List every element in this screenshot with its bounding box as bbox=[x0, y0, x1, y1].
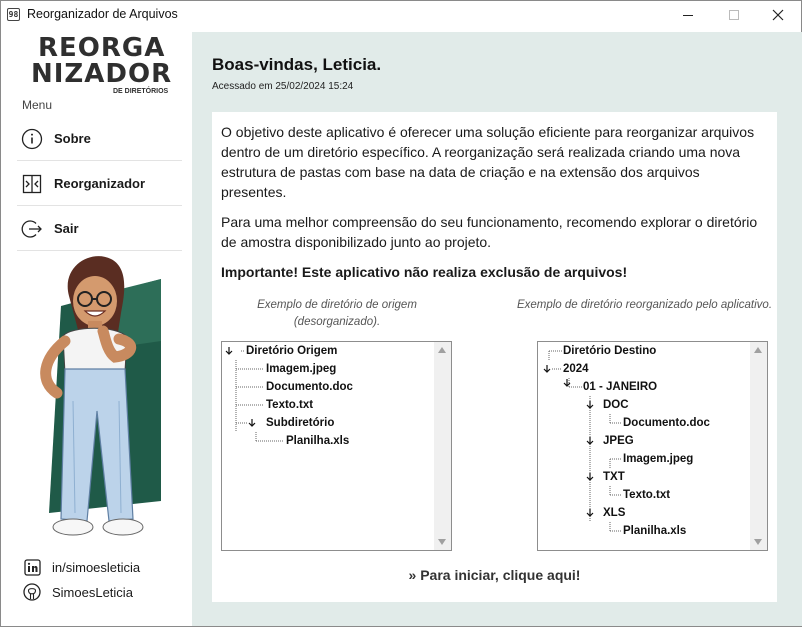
sidebar-item-sair[interactable] bbox=[17, 207, 182, 251]
linkedin-label: in/simoesleticia bbox=[52, 559, 141, 575]
maximize-icon bbox=[729, 10, 739, 20]
sidebar-item-reorganizador[interactable] bbox=[17, 162, 182, 206]
start-link[interactable]: » Para iniciar, clique aqui! bbox=[408, 567, 581, 583]
github-link[interactable] bbox=[23, 583, 133, 601]
logo-line-1: REORGA bbox=[38, 33, 166, 63]
sidebar bbox=[1, 29, 192, 626]
file-organizer-icon: 98 bbox=[8, 10, 19, 19]
scroll-up-icon[interactable] bbox=[438, 347, 446, 353]
caption-source-tree: Exemplo de diretório de origem (desorganizado). bbox=[257, 299, 417, 328]
linkedin-link[interactable] bbox=[23, 558, 140, 576]
sidebar-item-label: Sair bbox=[54, 221, 79, 236]
tree-node-folder[interactable]: 01 - JANEIRO bbox=[583, 381, 658, 393]
tree-node-file[interactable]: Documento.doc bbox=[266, 381, 353, 393]
reorganize-icon bbox=[21, 173, 43, 195]
description-paragraph-2: Para uma melhor compreensão do seu funcionamento, recomendo explorar o diretório de amostra disponibilizado junto ao projeto. bbox=[221, 214, 758, 250]
github-icon bbox=[23, 583, 41, 601]
warning-text: Importante! Este aplicativo não realiza exclusão de arquivos! bbox=[221, 264, 628, 280]
destination-tree-view[interactable] bbox=[537, 341, 768, 551]
scroll-down-icon[interactable] bbox=[754, 539, 762, 545]
minimize-button[interactable] bbox=[665, 1, 711, 29]
caption-destination-tree: Exemplo de diretório reorganizado pelo aplicativo. bbox=[516, 299, 773, 311]
title-bar[interactable] bbox=[1, 1, 801, 29]
close-button[interactable] bbox=[755, 1, 801, 29]
maximize-button[interactable] bbox=[711, 1, 757, 29]
tree-node-folder[interactable]: TXT bbox=[603, 471, 625, 483]
tree-node-file[interactable]: Planilha.xls bbox=[286, 435, 350, 447]
tree-node-folder[interactable]: JPEG bbox=[603, 435, 634, 447]
sidebar-item-sobre[interactable] bbox=[17, 117, 182, 161]
logo-line-2: NIZADOR bbox=[31, 59, 173, 89]
window-title: Reorganizador de Arquivos bbox=[27, 7, 178, 21]
content-card bbox=[212, 112, 777, 602]
tree-node-folder[interactable]: DOC bbox=[603, 399, 629, 411]
logo-subtitle: DE DIRETÓRIOS bbox=[113, 88, 169, 95]
tree-node-file[interactable]: Texto.txt bbox=[623, 489, 671, 501]
tree-node-folder[interactable]: Diretório Origem bbox=[246, 345, 338, 357]
tree-node-folder[interactable]: XLS bbox=[603, 507, 626, 519]
sidebar-item-label: Reorganizador bbox=[54, 176, 146, 191]
tree-node-file[interactable]: Planilha.xls bbox=[623, 525, 687, 537]
tree-node-folder[interactable]: 2024 bbox=[563, 363, 589, 375]
close-icon bbox=[772, 9, 784, 21]
description-paragraph-1: O objetivo deste aplicativo é oferecer uma solução eficiente para reorganizar arquivos dentro de um diretório específico. A reorganização será realizada criando uma nova estrutura de pastas com base na data de criação e na extensão dos arquivos presentes. bbox=[221, 124, 755, 200]
sidebar-item-label: Sobre bbox=[54, 131, 91, 146]
access-timestamp: Acessado em 25/02/2024 15:24 bbox=[212, 81, 354, 92]
app-logo bbox=[31, 35, 171, 95]
tree-node-folder[interactable]: Subdiretório bbox=[266, 417, 335, 429]
github-label: SimoesLeticia bbox=[52, 584, 133, 600]
tree-node-file[interactable]: Documento.doc bbox=[623, 417, 710, 429]
linkedin-icon bbox=[23, 558, 41, 576]
menu-label: Menu bbox=[22, 98, 53, 112]
scroll-down-icon[interactable] bbox=[438, 539, 446, 545]
tree-node-file[interactable]: Texto.txt bbox=[266, 399, 314, 411]
main-content bbox=[192, 32, 802, 626]
avatar-illustration bbox=[21, 251, 181, 551]
source-tree-view[interactable] bbox=[221, 341, 452, 551]
minimize-icon bbox=[683, 15, 693, 16]
tree-node-file[interactable]: Imagem.jpeg bbox=[623, 453, 694, 465]
tree-node-file[interactable]: Imagem.jpeg bbox=[266, 363, 337, 375]
vertical-scrollbar[interactable] bbox=[434, 342, 451, 550]
tree-node-folder[interactable]: Diretório Destino bbox=[563, 345, 657, 357]
page-title: Boas-vindas, Leticia. bbox=[212, 55, 382, 74]
exit-icon bbox=[21, 218, 43, 240]
scroll-up-icon[interactable] bbox=[754, 347, 762, 353]
info-icon bbox=[21, 128, 43, 150]
vertical-scrollbar[interactable] bbox=[750, 342, 767, 550]
